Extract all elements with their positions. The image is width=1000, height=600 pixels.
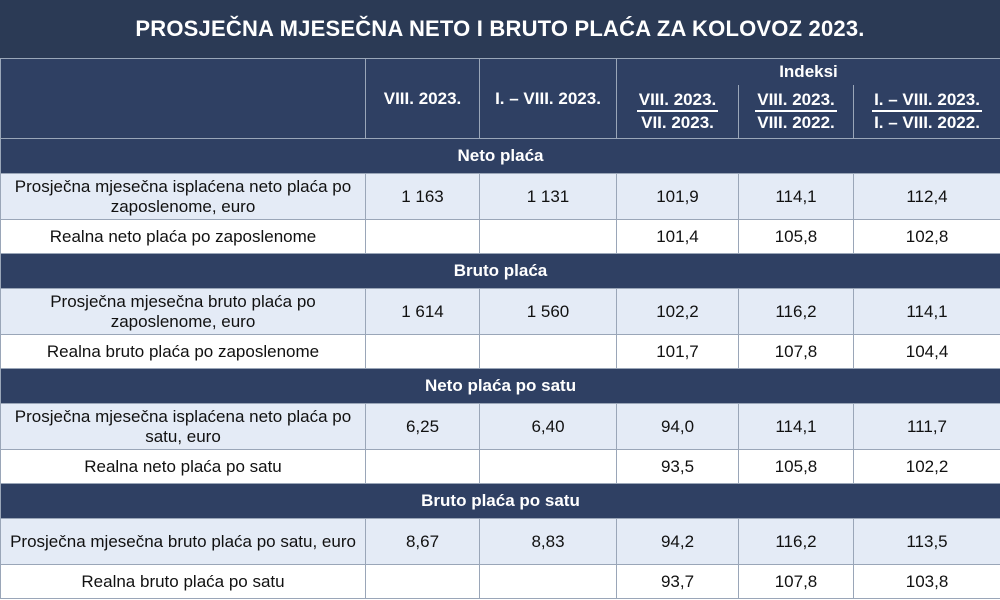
row-label: Realna bruto plaća po zaposlenome [1,335,366,369]
cell-idx3: 114,1 [854,289,1000,335]
table-row [1,565,1000,599]
header-viii: VIII. 2023. [366,59,480,139]
section-title: Bruto plaća [1,254,1000,289]
index-1-denominator: VII. 2023. [641,113,714,133]
index-3-denominator: I. – VIII. 2022. [874,113,980,133]
header-index-3 [854,85,1000,139]
cell-viii: 1 614 [366,289,480,335]
cell-i-viii: 6,40 [480,404,617,450]
cell-idx1: 101,7 [617,335,739,369]
header-label-cell [1,59,366,139]
section-title: Neto plaća po satu [1,369,1000,404]
cell-idx1: 94,0 [617,404,739,450]
table-row [1,174,1000,220]
cell-viii: 6,25 [366,404,480,450]
index-2-numerator: VIII. 2023. [755,89,837,112]
cell-idx3: 102,2 [854,450,1000,484]
salary-table [0,58,1000,599]
cell-viii [366,565,480,599]
index-1-numerator: VIII. 2023. [637,89,719,112]
cell-i-viii [480,335,617,369]
cell-idx3: 102,8 [854,220,1000,254]
table-row [1,220,1000,254]
cell-viii [366,450,480,484]
cell-idx3: 112,4 [854,174,1000,220]
cell-idx3: 111,7 [854,404,1000,450]
table-row [1,289,1000,335]
table-row [1,519,1000,565]
index-3-numerator: I. – VIII. 2023. [872,89,982,112]
table-row [1,404,1000,450]
header-indeksi: Indeksi [617,59,1000,85]
table-body [1,139,1000,599]
header-index-2 [739,85,854,139]
cell-idx1: 101,9 [617,174,739,220]
page-title: PROSJEČNA MJESEČNA NETO I BRUTO PLAĆA ZA KOLOVOZ 2023. [0,0,1000,58]
cell-idx2: 116,2 [739,289,854,335]
cell-idx2: 114,1 [739,174,854,220]
cell-idx1: 93,7 [617,565,739,599]
cell-idx1: 93,5 [617,450,739,484]
cell-idx2: 105,8 [739,220,854,254]
cell-i-viii [480,565,617,599]
table-row [1,335,1000,369]
cell-i-viii: 1 131 [480,174,617,220]
section-header-row [1,254,1000,289]
cell-idx2: 107,8 [739,565,854,599]
section-header-row [1,139,1000,174]
cell-idx1: 101,4 [617,220,739,254]
cell-idx3: 113,5 [854,519,1000,565]
cell-i-viii: 8,83 [480,519,617,565]
cell-idx3: 103,8 [854,565,1000,599]
cell-viii: 8,67 [366,519,480,565]
cell-i-viii [480,220,617,254]
section-title: Neto plaća [1,139,1000,174]
row-label: Realna neto plaća po satu [1,450,366,484]
row-label: Prosječna mjesečna isplaćena neto plaća po satu, euro [1,404,366,450]
section-header-row [1,484,1000,519]
cell-idx2: 114,1 [739,404,854,450]
row-label: Prosječna mjesečna isplaćena neto plaća po zaposlenome, euro [1,174,366,220]
header-i-viii: I. – VIII. 2023. [480,59,617,139]
row-label: Realna neto plaća po zaposlenome [1,220,366,254]
cell-idx2: 116,2 [739,519,854,565]
cell-idx2: 105,8 [739,450,854,484]
index-2-denominator: VIII. 2022. [757,113,835,133]
table-row [1,450,1000,484]
section-header-row [1,369,1000,404]
cell-viii [366,335,480,369]
header-index-1 [617,85,739,139]
cell-i-viii [480,450,617,484]
row-label: Prosječna mjesečna bruto plaća po zaposlenome, euro [1,289,366,335]
cell-viii: 1 163 [366,174,480,220]
section-title: Bruto plaća po satu [1,484,1000,519]
header-row-top [1,59,1000,85]
cell-idx1: 94,2 [617,519,739,565]
cell-i-viii: 1 560 [480,289,617,335]
cell-idx3: 104,4 [854,335,1000,369]
row-label: Prosječna mjesečna bruto plaća po satu, euro [1,519,366,565]
cell-viii [366,220,480,254]
cell-idx2: 107,8 [739,335,854,369]
cell-idx1: 102,2 [617,289,739,335]
row-label: Realna bruto plaća po satu [1,565,366,599]
